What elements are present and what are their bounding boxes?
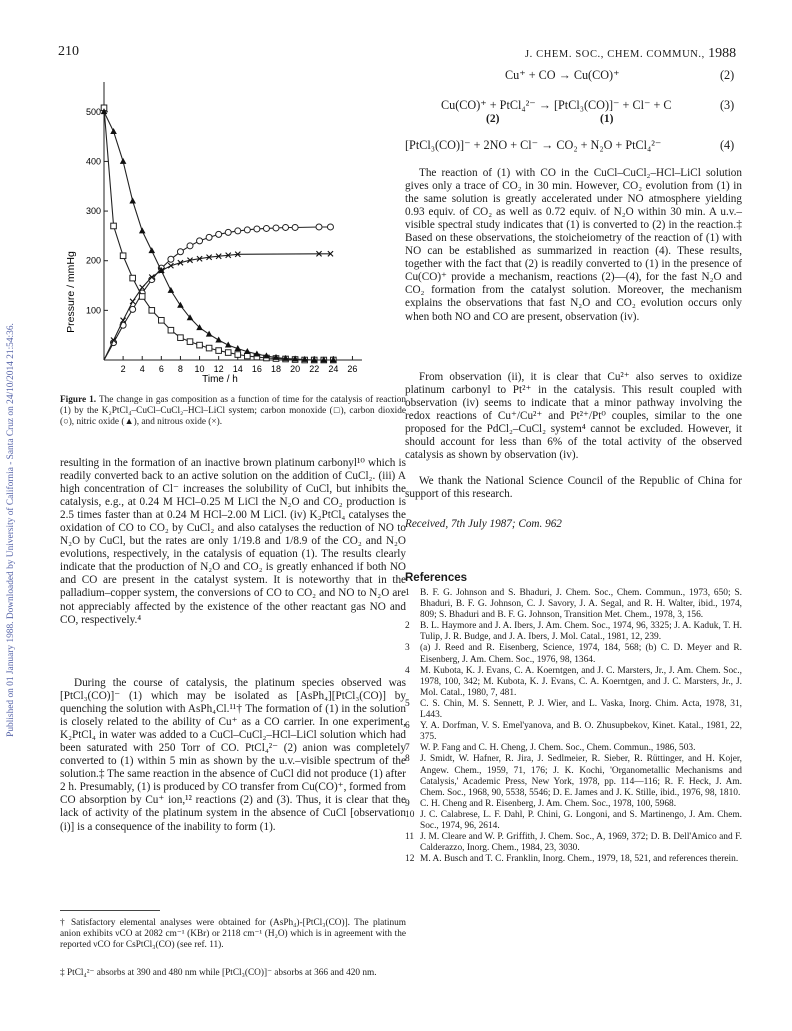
- reference-item: [405, 588, 742, 621]
- data-point-circle: [244, 227, 250, 233]
- series-line-x: [104, 254, 331, 360]
- data-point-square: [168, 327, 174, 333]
- figure-caption-label: Figure 1.: [60, 395, 97, 405]
- x-tick-label: 22: [309, 364, 320, 374]
- reference-number: 6: [405, 721, 410, 732]
- reference-item: [405, 666, 742, 699]
- x-tick-label: 14: [232, 364, 243, 374]
- x-tick-label: 6: [158, 364, 164, 374]
- figure-caption: [60, 395, 406, 428]
- equation-3-label-1: (1): [600, 113, 614, 125]
- data-point-circle: [316, 224, 322, 230]
- reference-number: 5: [405, 698, 410, 709]
- reference-number: 8: [405, 754, 410, 765]
- data-point-circle: [177, 249, 183, 255]
- reference-text: Y. A. Dorfman, V. S. Emel'yanova, and B. O. Zhusupbekov, Kinet. Katal., 1981, 22, 375.: [420, 721, 742, 743]
- right-paragraph-1: The reaction of (1) with CO in the CuCl–CuCl₂–HCl–LiCl solution gives only a trace of CO₂ in 30 min. However, CO₂ evolution from (1) in the same solution is greatly accelerated under NO atmosphere yielding 0.93 equiv. of CO₂ as well as 0.72 equiv. of N₂O within 30 min. A u.v.–visible spectral study indicates that (1) is converted to (2) in the reaction.‡ Based on these observations, the stoicheiometry of the reaction of (1) with NO can be established as summarized in reaction (4). These results, together with the fact that (2) is readily converted to (1) in the presence of Cu(CO)⁺ provide a mechanism, reactions (2)—(4), for the fast N₂O and CO₂ formation from the catalyst solution. Moreover, the mechanism explains the observations that fast N₂O and CO₂ evolution occurs only when both NO and CO are present, observation (iv).: [405, 167, 742, 323]
- y-tick-label: 500: [85, 106, 101, 117]
- data-point-circle: [327, 224, 333, 230]
- data-point-square: [206, 345, 212, 351]
- reference-text: (a) J. Reed and R. Eisenberg, Science, 1974, 184, 568; (b) C. D. Meyer and R. Eisenberg, J. Am. Chem. Soc., 1976, 98, 1364.: [420, 643, 742, 665]
- data-point-square: [130, 275, 136, 281]
- data-point-square: [225, 350, 231, 356]
- data-point-circle: [292, 224, 298, 230]
- reference-text: J. Smidt, W. Hafner, R. Jira, J. Sedlmeier, R. Sieber, R. Rüttinger, and H. Kojer, Angew. Chem., 1959, 71, 176; J. K. Kochi, 'Organometallic Mechanisms and Catalysis,' Academic Press, New York, 1978, pp. 114—116; R. F. Heck, J. Am. Chem. Soc., 1968, 90, 5538, 5546; D. E. James and J. K. Stille, ibid., 1976, 98, 1810.: [420, 754, 742, 798]
- footnote-divider: [60, 910, 160, 911]
- data-point-circle: [263, 225, 269, 231]
- data-point-triangle: [139, 227, 146, 233]
- reference-item: [405, 743, 742, 754]
- reference-item: [405, 621, 742, 643]
- reference-item: [405, 721, 742, 743]
- journal-name: J. CHEM. SOC., CHEM. COMMUN.,: [525, 49, 705, 60]
- data-point-square: [187, 339, 193, 345]
- reference-item: [405, 832, 742, 854]
- reference-text: B. F. G. Johnson and S. Bhaduri, J. Chem. Soc., Chem. Commun., 1973, 650; S. Bhaduri, B. F. G. Johnson, C. J. Savory, J. A. Segal, and R. H. Walter, ibid., 1974, 809; S. Bhaduri and B. F. G. Johnson, Transition Met. Chem., 1978, 3, 156.: [420, 588, 742, 621]
- chart-plot: [86, 82, 362, 374]
- data-point-circle: [254, 226, 260, 232]
- equation-2-number: (2): [720, 68, 735, 82]
- data-point-circle: [225, 229, 231, 235]
- data-point-circle: [168, 256, 174, 262]
- equation-3-number: (3): [720, 98, 735, 112]
- data-point-square: [216, 348, 222, 354]
- reference-item: [405, 699, 742, 721]
- journal-header: [525, 46, 736, 62]
- data-point-x: [130, 299, 135, 304]
- reference-number: 12: [405, 854, 415, 865]
- y-tick-label: 100: [85, 305, 101, 316]
- data-point-triangle: [206, 331, 213, 337]
- data-point-circle: [273, 225, 279, 231]
- x-tick-label: 24: [328, 364, 339, 374]
- right-paragraph-2: From observation (ii), it is clear that Cu²⁺ also serves to oxidize platinum carbonyl to Pt²⁺ in the catalysis. This result coupled with observation (iv) seems to indicate that a minor pathway involving the redox reactions of Cu⁺/Cu²⁺ and Pt²⁺/Pt⁰ couples, similar to the one proposed for the PdCl₂–CuCl₂ system⁴ cannot be excluded. However, it should account for less than 6% of the total activity of the observed catalysis as shown by observation (iv).: [405, 371, 742, 462]
- y-tick-label: 200: [85, 255, 101, 266]
- data-point-square: [111, 223, 117, 229]
- download-watermark-text: Published on 01 January 1988. Downloaded by University of California - Santa Cruz on 24/10/2014 21:54:36.: [6, 323, 16, 737]
- references-heading: References: [405, 572, 468, 584]
- data-point-square: [149, 308, 155, 314]
- y-axis-label: Pressure / mmHg: [65, 251, 77, 333]
- data-point-triangle: [120, 158, 127, 164]
- x-tick-label: 4: [139, 364, 145, 374]
- left-paragraph-1: resulting in the formation of an inactive brown platinum carbonyl¹⁰ which is readily converted back to an active solution on the addition of CuCl₂. (iii) A high concentration of Cl⁻ increases the solubility of CuCl, but inhibits the catalysis, e.g., at 0.24 M HCl–0.25 M LiCl the N₂O and CO₂ production is 2.5 times faster than at 0.24 M HCl–2.00 M LiCl. (iv) K₂PtCl₄ catalyses the oxidation of CO to CO₂ by CuCl₂ and also catalyses the reduction of NO to N₂O by CuCl, but the rates are only 1/19.8 and 1/8.9 of the CO₂ and N₂O evolutions, respectively, in the catalysis of equation (1). The results clearly indicate that the production of N₂O and CO₂ is greatly enhanced if both NO and CO are present in the catalyst system. It is noteworthy that in the palladium–copper system, the conversions of CO to CO₂ and NO to N₂O are not appreciably affected by the existence of the other reactant gas NO and CO, respectively.⁴: [60, 457, 406, 626]
- left-paragraph-2: During the course of catalysis, the platinum species observed was [PtCl₃(CO)]⁻ (1) which may be isolated as [AsPh₄][PtCl₃(CO)] by quenching the solution with AsPh₄Cl.¹¹† The formation of (1) in the solution is closely related to the ability of Cu⁺ as a CO carrier. In one experiment, K₂PtCl₄ in water was added to a CuCl–CuCl₂–HCl–LiCl solution which had been saturated with 250 Torr of CO. PtCl₄²⁻ (2) anion was completely converted to (1) within 5 min as shown by the u.v.–visible spectrum of the solution.‡ The same reaction in the absence of CuCl did not produce (1) after 2 h. Presumably, (1) is produced by CO transfer from Cu(CO)⁺, formed from CO absorption by Cu⁺ ion,¹² reactions (2) and (3). Thus, it is clear that the lack of activity of the platinum system in the absence of CuCl [observation (i)] is a consequence of the inability to form (1).: [60, 677, 407, 833]
- reference-number: 10: [405, 809, 415, 820]
- reference-text: J. C. Calabrese, L. F. Dahl, P. Chini, G. Longoni, and S. Martinengo, J. Am. Chem. Soc., 1974, 96, 2614.: [420, 809, 742, 831]
- reference-text: M. Kubota, K. J. Evans, C. A. Koerntgen, and J. C. Marsters, Jr., J. Am. Chem. Soc., 1978, 100, 342; M. Kubota, K. J. Evans, C. A. Koerntgen, and J. C. Marsters, Jr., J. Mol. Catal., 1980, 7, 481.: [420, 665, 742, 698]
- data-point-triangle: [110, 128, 117, 134]
- data-point-circle: [187, 243, 193, 249]
- x-tick-label: 26: [347, 364, 358, 374]
- x-tick-label: 16: [251, 364, 262, 374]
- data-point-triangle: [148, 247, 155, 253]
- x-tick-label: 18: [270, 364, 282, 374]
- reference-text: B. L. Haymore and J. A. Ibers, J. Am. Chem. Soc., 1974, 96, 3325; J. A. Kaduk, T. H. Tulip, J. R. Budge, and J. A. Ibers, J. Mol. Catal., 1981, 12, 239.: [420, 621, 742, 643]
- reference-item: [405, 810, 742, 832]
- equation-2: Cu⁺ + CO → Cu(CO)⁺: [505, 68, 620, 82]
- x-tick-label: 8: [177, 364, 183, 374]
- equation-3: Cu(CO)⁺ + PtCl₄²⁻ → [PtCl₃(CO)]⁻ + Cl⁻ + C: [441, 98, 672, 112]
- reference-text: W. P. Fang and C. H. Cheng, J. Chem. Soc., Chem. Commun., 1986, 503.: [420, 743, 696, 754]
- data-point-triangle: [215, 337, 222, 343]
- y-tick-label: 300: [85, 206, 101, 217]
- data-point-x: [140, 285, 145, 290]
- equation-4-number: (4): [720, 138, 735, 152]
- reference-number: 7: [405, 743, 410, 754]
- right-paragraph-3: We thank the National Science Council of the Republic of China for support of this research.: [405, 475, 742, 501]
- data-point-triangle: [129, 198, 136, 204]
- x-tick-label: 12: [213, 364, 224, 374]
- footnote-dagger: † Satisfactory elemental analyses were obtained for (AsPh₄)-[PtCl₃(CO)]. The platinum anion exhibits νCO at 2082 cm⁻¹ (KBr) or 2118 cm⁻¹ (H₂O) which is in agreement with the reported νCO for CsPtCl₃(CO) (see ref. 11).: [60, 918, 406, 951]
- equation-3-label-2: (2): [486, 113, 500, 125]
- reference-number: 11: [405, 832, 415, 843]
- journal-year: 1988: [708, 46, 737, 61]
- reference-text: C. S. Chin, M. S. Sennett, P. J. Wier, and L. Vaska, Inorg. Chim. Acta, 1978, 31, L443.: [420, 698, 742, 721]
- page-number: 210: [58, 44, 79, 59]
- data-point-circle: [130, 306, 136, 312]
- figure-1-chart: [60, 74, 406, 392]
- reference-number: 3: [405, 643, 410, 654]
- equation-4: [PtCl₃(CO)]⁻ + 2NO + Cl⁻ → CO₂ + N₂O + PtCl₄²⁻: [405, 138, 662, 152]
- reference-text: J. M. Cleare and W. P. Griffith, J. Chem. Soc., A, 1969, 372; D. B. Dell'Amico and F. Calderazzo, Inorg. Chem., 1984, 23, 3030.: [420, 832, 742, 854]
- reference-item: [405, 754, 742, 798]
- reference-number: 1: [405, 588, 410, 598]
- references-list: [405, 588, 742, 865]
- reference-item: [405, 643, 742, 665]
- reference-number: 9: [405, 798, 410, 809]
- reference-item: [405, 854, 742, 865]
- y-tick-label: 400: [85, 156, 101, 167]
- data-point-circle: [206, 234, 212, 240]
- data-point-triangle: [168, 287, 175, 293]
- x-axis-label: Time / h: [202, 374, 238, 385]
- data-point-circle: [235, 228, 241, 234]
- data-point-square: [120, 253, 126, 259]
- data-point-circle: [283, 224, 289, 230]
- x-tick-label: 2: [120, 364, 126, 374]
- figure-caption-text: The change in gas composition as a function of time for the catalysis of reaction (1) by the K₂PtCl₄–CuCl–CuCl₂–HCl–LiCl system; carbon monoxide (□), carbon dioxide (○), nitric oxide (▲), and nitrous oxide (×).: [60, 395, 406, 428]
- reference-item: [405, 799, 742, 810]
- data-point-square: [235, 352, 241, 358]
- reference-text: M. A. Busch and T. C. Franklin, Inorg. Chem., 1979, 18, 521, and references therein.: [420, 854, 739, 865]
- data-point-circle: [197, 238, 203, 244]
- reference-number: 2: [405, 621, 410, 632]
- reference-number: 4: [405, 665, 410, 676]
- data-point-square: [159, 317, 165, 323]
- data-point-square: [139, 294, 145, 300]
- download-watermark: [0, 150, 22, 910]
- data-point-square: [178, 335, 184, 341]
- received-date: Received, 7th July 1987; Com. 962: [405, 518, 562, 530]
- footnote-double-dagger: ‡ PtCl₄²⁻ absorbs at 390 and 480 nm while [PtCl₃(CO)]⁻ absorbs at 366 and 420 nm.: [60, 968, 377, 978]
- data-point-square: [197, 342, 203, 348]
- x-tick-label: 20: [290, 364, 301, 374]
- x-tick-label: 10: [194, 364, 205, 374]
- data-point-circle: [216, 231, 222, 237]
- reference-text: C. H. Cheng and R. Eisenberg, J. Am. Chem. Soc., 1978, 100, 5968.: [420, 798, 677, 809]
- data-point-square: [245, 353, 251, 359]
